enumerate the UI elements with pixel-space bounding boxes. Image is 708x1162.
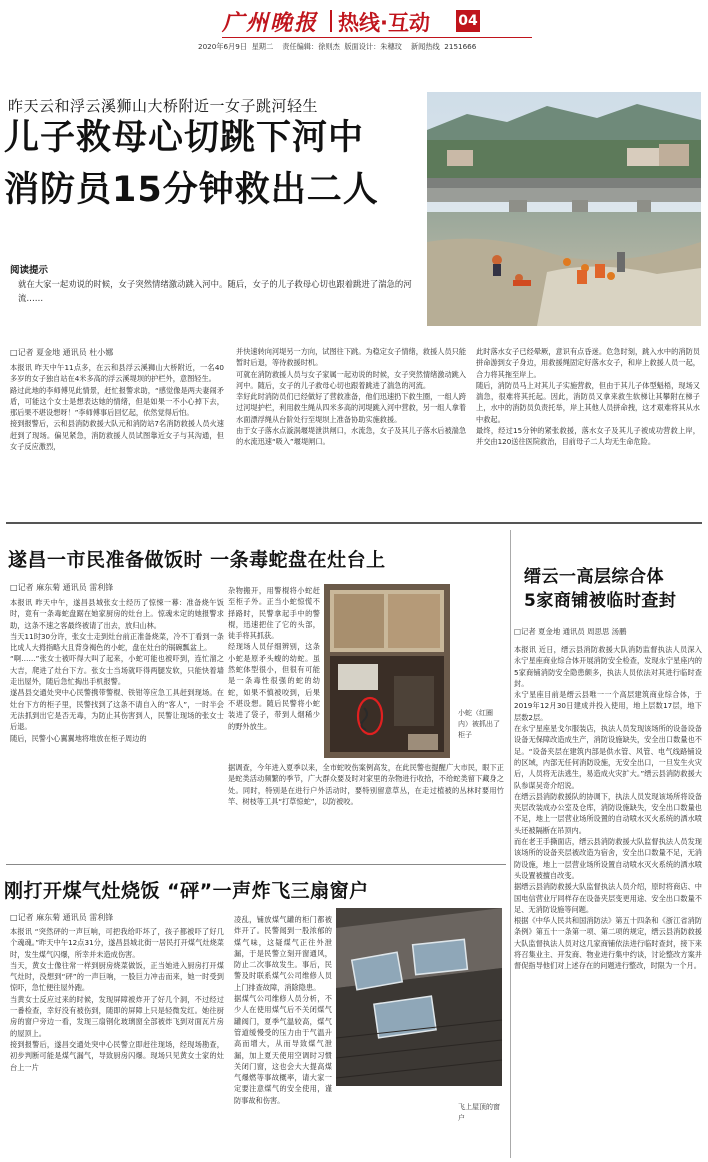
- story1-body-column-1: 本报讯 昨天中午11点多，在云和县浮云溪狮山大桥附近，一名40多岁的女子独自站在4米多高的浮云溪堤坝的护栏外，意图轻生。 路过此地的李师傅见此情景，赶忙报警求助，“感觉像是两夫妻闹矛盾，可能这个女士是想表达她的情绪，但是如果一不小心掉下去，那后果不堪设想呀！”李师傅事后回忆起，依然觉得后怕。 接到报警后，云和县消防救援大队元和消防站7名消防救援人员火速赶到了现场。偏见紧急，消防救援人员试图靠近女子与其沟通，但女子反应激烈，: [10, 363, 224, 452]
- story3-photo-caption: 飞上屋顶的窗户: [458, 1103, 500, 1122]
- masthead-info-line: 2020年6月9日 星期二 责任编辑：徐则杰 版面设计：朱穗玟 新闻热线 2151666: [198, 42, 477, 51]
- story1-summary-label: 阅读提示: [10, 265, 49, 276]
- story2-photo-caption: 小蛇（红圈内）被抓出了柜子: [458, 709, 500, 739]
- story1-kicker: 昨天云和浮云溪狮山大桥附近一女子跳河轻生: [8, 97, 319, 115]
- page-number-badge: 04: [456, 10, 480, 32]
- story2-body-column-2: 杂物搬开，用警棍将小蛇赶至柜子外。正当小蛇惊慌不择路时，民警拿起手中的警棍，迅速把住了它的头部，徒手将其抓获。 经现场人员仔细辨别，这条小蛇是原矛头蝮的幼蛇。虽然蛇体型很小，但很有可能是一条毒性很强的蛇的幼蛇，如果不慎被咬到，后果不堪设想。随后民警将小蛇装进了袋子，带到人烟稀少的野外放生。: [228, 586, 320, 731]
- paper-logo: 广州晚报: [222, 10, 319, 36]
- story1-headline-line1: 儿子救母心切跳下河中: [4, 118, 365, 158]
- story2-bottom-rule: [6, 864, 506, 865]
- story2-headline: 遂昌一市民准备做饭时 一条毒蛇盘在灶台上: [8, 549, 386, 571]
- story1-bottom-rule: [6, 522, 702, 524]
- story1-body-column-2: 并快速转向河堤另一方向，试图往下跳。为稳定女子情绪，救援人员只能暂时后退，等待救援时机。 可就在消防救援人员与女子家属一起劝说的时候，女子突然情绪激动跳入河中。随后，女子的儿子救母心切也跟着跳进了湍急的河流。 幸好此时消防员们已经做好了营救准备，他们迅速扔下救生圈，一组人跨过河堤护栏，利用救生绳从四米多高的河堤跳入河中营救，另一组人拿着水面漂浮绳从台阶处行至堤坝上准备协助实施救援。 由于女子落水点漩涡堰堤泄洪闸口，水流急，女子及其儿子落水后被湍急的水流迅速“吸入”堰堤闸口。: [236, 347, 467, 447]
- story3-headline: 刚打开煤气灶烧饭 “砰”一声炸飞三扇窗户: [4, 880, 369, 902]
- story2-byline: □ 记者 麻东菊 通讯员 雷利锋: [10, 582, 113, 593]
- story1-photo-bridge-rescue: [427, 92, 701, 326]
- story4-headline-line1: 缙云一高层综合体: [524, 567, 664, 587]
- story4-body: 本报讯 近日，缙云县消防救援大队消防监督执法人员深入永宁星座商业综合体开展消防安全检查，发现永宁星座内的5家商铺消防安全隐患颇多，执法人员依法对其进行临时查封。 永宁星座目前是缙云县唯一一个高层建筑商业综合体，于2019年12月30日建成并投入使用，地上层数17层，地下层数2层。 在永宁星座星戈尔服装店，执法人员发现该场所的设备设备设备无保障改造成生产，消防设施缺失，安全出口数量也不足。“设备夹层在建筑内部是供水管、风管、电气线路铺设的区域，内部无任何消防设施，无安全出口，一旦发生火灾后，人员将无法逃生，易造成火灾扩大。”缙云县消防救援大队参谋吴奇介绍说。 在缙云县消防救援队的协调下，执法人员发现该场所将设备夹层改装成办公室及仓库，消防设施缺失，安全出口数量也不足，地上一层营业场所设置的自动喷水灭火系统的洒水喷头还被隔断在吊顶内。 而在老王手撕面店，缙云县消防救援大队监督执法人员发现该场所的设备夹层被改造为宿舍，安全出口数量不足，无消防设施，地上一层营业场所设置自动喷水灭火系统的洒水喷头设置被擅自改变。 据缙云县消防救援大队监督执法人员介绍，原时将商店、中国电信营业厅同样存在设备夹层变更用途、安全出口数量不足、无消防设施等问题。 根据《中华人民共和国消防法》第五十四条和《浙江省消防条例》第五十一条第一项、第二项的规定，缙云县消防救援大队监督执法人员对这几家商铺依法进行临时查封，接下来将召集业主、开发商、物业进行集中约谈，讨论整改方案并督促指导他们对上述存在的问题进行整改，时限为一个月。: [514, 645, 702, 971]
- rooftop-windows-illustration: [336, 908, 502, 1086]
- story3-body-column-2: 凌乱，铺放煤气罐的柜门都被炸开了。民警闻到一股浓郁的煤气味，这疑煤气正往外泄漏，于是民警立刻开窗通风，防止二次事故发生。事后，民警及时联系煤气公司维修人员上门排查故障，消除隐患。 据煤气公司维修人员分析，不少人在使用煤气后不关闭煤气罐阀门，夏季气温较高，煤气管道缓慢受的压力由于气温升高而增大，从而导致煤气泄漏，加上夏天使用空调时习惯关闭门窗，这也会大大提高煤气爆燃等事故概率，请大家一定要注意煤气的安全使用，谨防事故和伤害。: [234, 915, 332, 1105]
- section-title: 热线·互动: [338, 11, 430, 35]
- story3-photo-blown-windows: [336, 908, 502, 1086]
- bridge-rescue-illustration: [427, 92, 701, 326]
- story2-body-column-1: 本报讯 昨天中午，遂昌县城张女士经历了惊悚一幕：准备烧午饭时，竟有一条毒蛇盘踞在她家厨房的灶台上。惊魂未定的她报警求助，这条不速之客最终被请了出去，放归山林。 当天11时30分许，张女士走到灶台前正准备烧菜，冷不丁看到一条比成人大拇指略大且背身褐色的小蛇，盘在灶台的锅碗瓢盆上。 “啊……”张女士被吓得大叫了起来，小蛇可能也被吓到，连忙溜之大吉，爬进了灶台下方。张女士当场就吓得两腿发软，只能快着墙走出屋外，随后急忙掏出手机报警。 遂昌县交通处突中心民警携带警棍、铁钳等应急工具赶到现场。在灶台下方的柜子里，民警找到了这条不请自入的“客人”，一时半会无法抓到出它是否无毒，为防止其伤害到人，民警让现场的张女士后退。 随后，民警小心翼翼地将堆放在柜子周边的: [10, 598, 224, 743]
- story2-photo-snake-cabinet: [324, 584, 450, 758]
- masthead: [0, 0, 708, 58]
- story1-byline: □ 记者 夏金地 通讯员 杜小娜: [10, 347, 113, 358]
- story4-headline-line2: 5家商铺被临时查封: [524, 591, 677, 611]
- masthead-rule: [222, 37, 532, 38]
- story1-headline-line2: 消防员15分钟救出二人: [4, 170, 379, 210]
- story3-body-column-1: 本报讯 “突然砰的一声巨响，可把我给吓坏了，孩子都被吓了好几个魂魂。”昨天中午12点31分，遂昌县城北街一居民打开煤气灶烧菜时，发生煤气闪爆，所幸并未造成伤害。 当天，黄女士像往常一样到厨房烧菜做饭，正当她进入厨房打开煤气灶时，没想到“砰”的一声巨响，一股巨力冲击而来，她一时受到惊吓，急忙便往屋外跑。 当黄女士反应过来的时候，发现屏障被炸开了好几个洞，不过经过一番检查，幸好没有被伤到，随即的屏障上只是轻微发红。她往厨房的窗户旁边一看，发现三扇钢化玻璃窗全部被炸飞到对面瓦片房的屋顶上。 接到报警后，遂昌交通处突中心民警立即赶往现场，经现场勘查，初步判断可能是煤气漏气，导致厨房闪爆。现场只见黄女士家的灶台上一片: [10, 927, 224, 1072]
- logo-separator: [330, 10, 332, 32]
- story4-byline: □ 记者 夏金地 通讯员 周思思 汤鹏: [514, 626, 626, 637]
- story1-summary: 就在大家一起劝说的时候，女子突然情绪激动跳入河中。随后，女子的儿子救母心切也跟着跳进了湍急的河流……: [18, 279, 412, 303]
- story1-body-column-3: 此时落水女子已经晕厥，意识有点昏迷。危急时刻，跳入水中的消防员拼命游到女子身边，用救援绳固定好落水女子，和岸上救援人员一起，合力将其拖至岸上。 随后，消防员马上对其儿子实施营救，但由于其儿子体型魁梧，现场又湍急，很难将其托起。因此，消防员又拿来救生软梯让其攀附在梯子上，水中的消防员负责托举，岸上其他人员拼命拽，这才艰难将其从水中救起。 最终，经过15分钟的紧张救援，落水女子及其儿子被成功营救上岸，并交由120送往医院救治，目前母子二人均无生命危险。: [476, 347, 700, 447]
- story3-byline: □ 记者 麻东菊 通讯员 雷利锋: [10, 912, 113, 923]
- story4-left-rule: [510, 530, 511, 1158]
- story2-body-column-wide: 据调查，今年进入夏季以来，全市蛇咬伤案例高发，在此民警也提醒广大市民，眼下正是蛇类活动频繁的季节，广大群众要及时对家里的杂物进行收拾，不给蛇类留下藏身之处。同时，特别是在进行户外活动时，要特别留意草丛，在走过植被的丛林时要用竹竿、树枝等工具“打草惊蛇”，以防被咬。: [228, 763, 504, 806]
- snake-cabinet-illustration: [324, 584, 450, 758]
